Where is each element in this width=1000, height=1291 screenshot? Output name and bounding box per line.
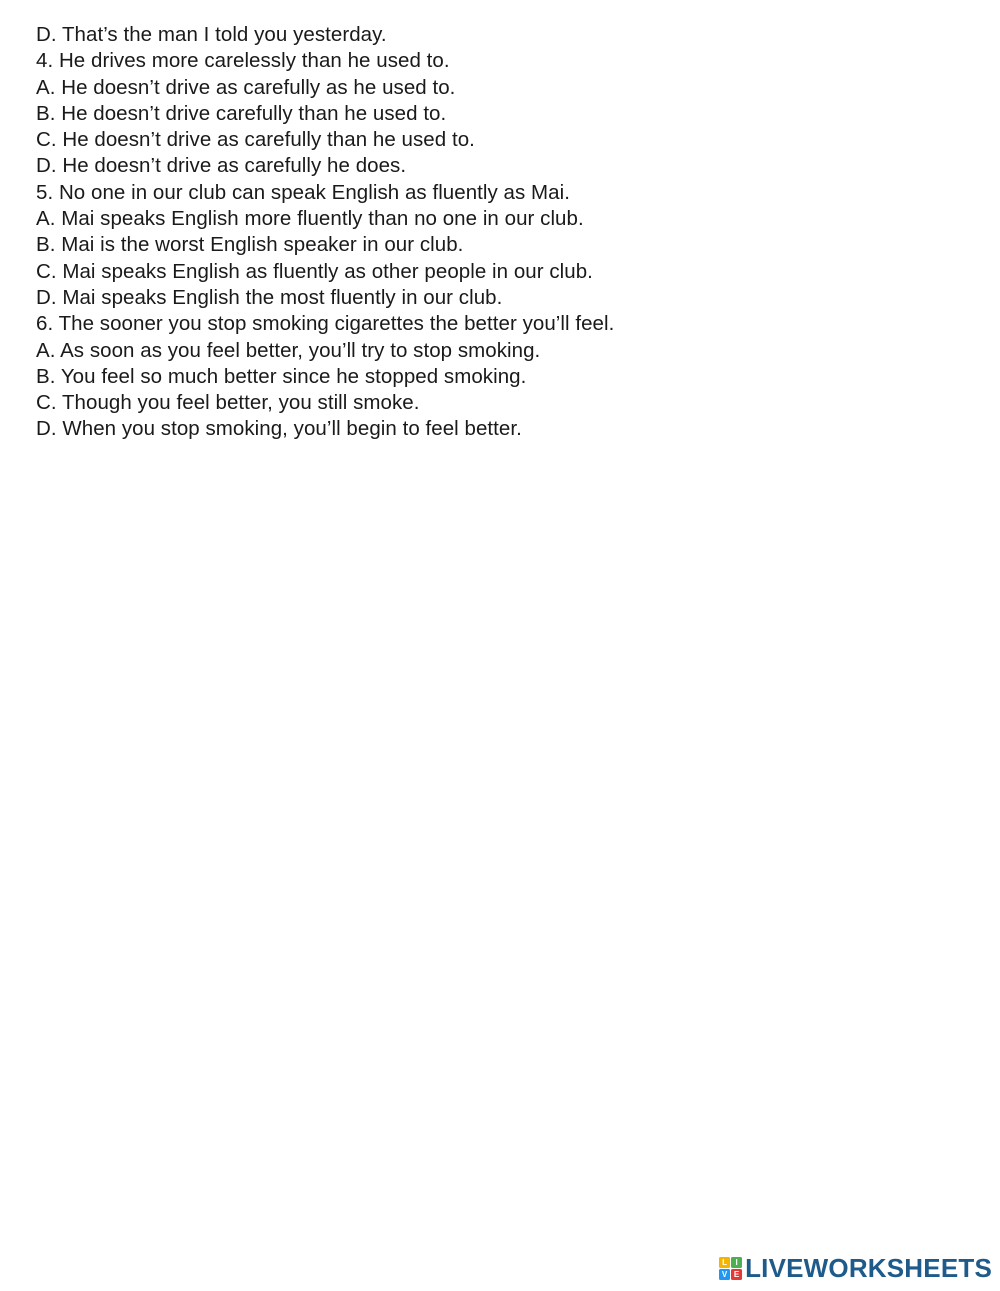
answer-option-5a: A. Mai speaks English more fluently than no one in our club. <box>36 207 584 231</box>
answer-option-5b: B. Mai is the worst English speaker in our club. <box>36 233 464 257</box>
answer-option-6d: D. When you stop smoking, you’ll begin to feel better. <box>36 417 522 441</box>
logo-tile-i: I <box>731 1257 742 1268</box>
logo-tile-l: L <box>719 1257 730 1268</box>
question-5: 5. No one in our club can speak English as fluently as Mai. <box>36 180 570 204</box>
question-6: 6. The sooner you stop smoking cigarettes the better you’ll feel. <box>36 312 615 336</box>
answer-option-6b: B. You feel so much better since he stopped smoking. <box>36 364 527 388</box>
brand-name: LIVEWORKSHEETS <box>745 1253 992 1283</box>
answer-option-4b: B. He doesn’t drive carefully than he used to. <box>36 101 447 125</box>
question-4: 4. He drives more carelessly than he used to. <box>36 49 450 73</box>
answer-option-6a: A. As soon as you feel better, you’ll try to stop smoking. <box>36 338 541 362</box>
worksheet-text <box>36 22 976 443</box>
liveworksheets-logo-icon <box>719 1257 742 1280</box>
answer-option-5c: C. Mai speaks English as fluently as other people in our club. <box>36 259 593 283</box>
answer-option-3d: D. That’s the man I told you yesterday. <box>36 23 387 46</box>
answer-option-4d: D. He doesn’t drive as carefully he does. <box>36 154 407 178</box>
answer-option-4a: A. He doesn’t drive as carefully as he used to. <box>36 75 456 99</box>
logo-tile-e: E <box>731 1269 742 1280</box>
liveworksheets-brand <box>719 1253 992 1283</box>
answer-option-4c: C. He doesn’t drive as carefully than he used to. <box>36 128 475 152</box>
answer-option-5d: D. Mai speaks English the most fluently in our club. <box>36 285 503 309</box>
answer-option-6c: C. Though you feel better, you still smoke. <box>36 391 420 415</box>
logo-tile-v: V <box>719 1269 730 1280</box>
